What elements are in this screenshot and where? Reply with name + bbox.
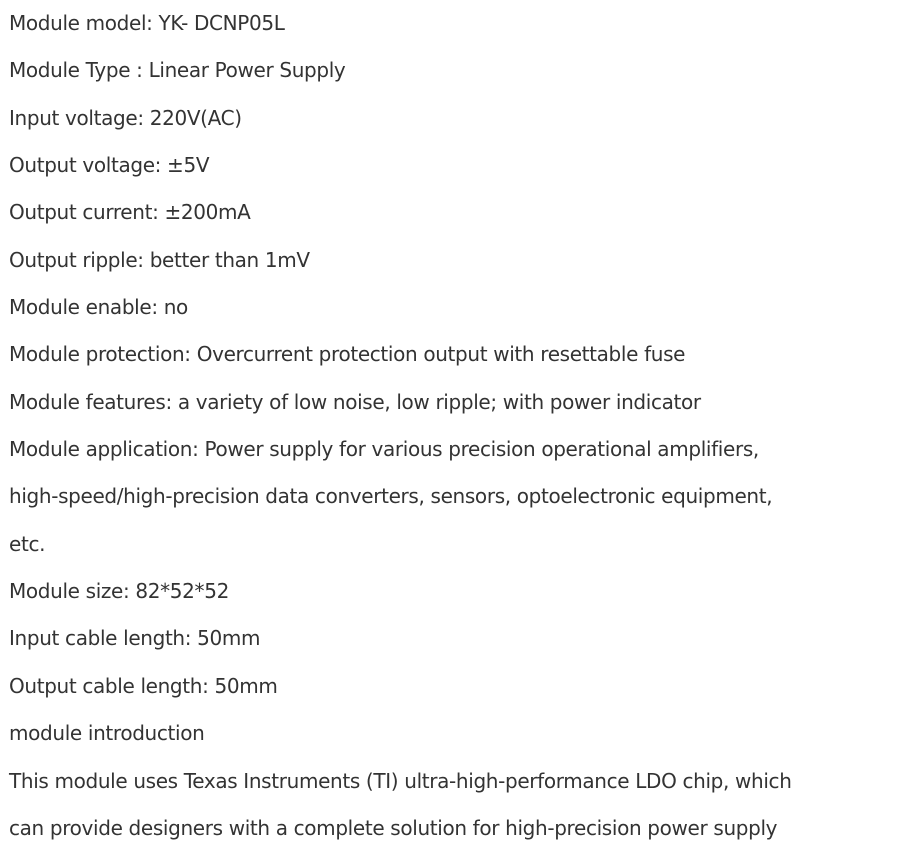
spec-module-model: Module model: YK- DCNP05L <box>9 11 285 35</box>
spec-module-application-line-2: high-speed/high-precision data converters, sensors, optoelectronic equipment, <box>9 484 773 509</box>
spec-module-application-line-3: etc. <box>9 531 46 556</box>
spec-module-application-line-1: Module application: Power supply for various precision operational amplifiers, <box>9 437 759 462</box>
spec-output-ripple: Output ripple: better than 1mV <box>9 247 310 272</box>
spec-output-voltage: Output voltage: ±5V <box>9 153 210 178</box>
spec-module-size: Module size: 82*52*52 <box>9 579 229 604</box>
spec-output-cable-length: Output cable length: 50mm <box>9 673 278 698</box>
spec-module-features: Module features: a variety of low noise, low ripple; with power indicator <box>9 389 701 414</box>
spec-input-voltage: Input voltage: 220V(AC) <box>9 105 242 130</box>
spec-output-current: Output current: ±200mA <box>9 200 251 225</box>
section-heading-module-introduction: module introduction <box>9 721 205 746</box>
intro-paragraph-line-1: This module uses Texas Instruments (TI) ultra-high-performance LDO chip, which <box>9 768 792 793</box>
intro-paragraph-line-2: can provide designers with a complete solution for high-precision power supply <box>9 815 778 840</box>
spec-input-cable-length: Input cable length: 50mm <box>9 626 261 651</box>
spec-module-enable: Module enable: no <box>9 295 188 320</box>
spec-module-type: Module Type : Linear Power Supply <box>9 58 346 83</box>
spec-module-protection: Module protection: Overcurrent protection output with resettable fuse <box>9 342 686 367</box>
product-spec-document <box>9 0 889 852</box>
